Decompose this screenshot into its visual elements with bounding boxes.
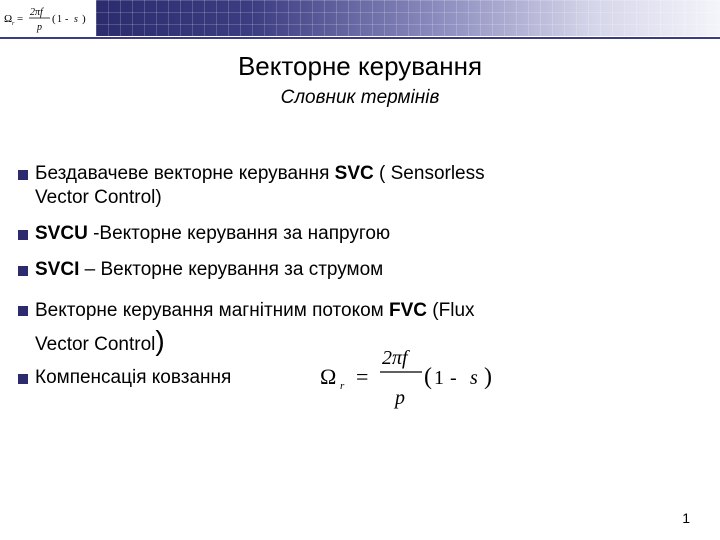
- header-divider: [0, 37, 720, 39]
- term-abbreviation: SVC: [334, 163, 374, 184]
- page-number: 1: [682, 510, 690, 526]
- list-item: [18, 162, 618, 210]
- bullet-text: ( Sensorless: [373, 163, 485, 184]
- bullet-text: Компенсація ковзання: [35, 367, 232, 388]
- mini-formula-numerator: 2πf: [30, 7, 43, 18]
- mini-formula-close-paren: ): [82, 13, 86, 25]
- slide-subtitle: Словник термінів: [280, 87, 440, 108]
- bullet-text-continuation: Vector Control): [35, 187, 162, 208]
- formula-one: 1: [434, 367, 444, 389]
- formula-equals: =: [356, 364, 369, 389]
- formula-lhs: Ω: [320, 364, 337, 389]
- mini-formula-lhs: Ω: [4, 13, 13, 25]
- formula-lhs-subscript: r: [340, 380, 345, 392]
- bullet-text: (Flux: [427, 300, 475, 321]
- mini-formula-s: s: [74, 14, 78, 25]
- formula-denominator: p: [395, 387, 405, 409]
- square-bullet-icon: [18, 374, 28, 384]
- square-bullet-icon: [18, 230, 28, 240]
- mini-formula-open-paren: (: [52, 13, 56, 25]
- formula-close-paren: ): [484, 364, 492, 390]
- square-bullet-icon: [18, 306, 28, 316]
- closing-parenthesis: ): [155, 325, 165, 356]
- header-formula-thumbnail: [2, 2, 94, 36]
- mini-formula-equals: =: [17, 13, 24, 25]
- list-item: [18, 222, 618, 246]
- header-checker-pattern: [96, 0, 720, 36]
- formula-numerator: 2πf: [382, 347, 408, 369]
- bullet-text: Бездавачеве векторне керування: [35, 163, 335, 184]
- term-abbreviation: FVC: [389, 300, 428, 321]
- formula-open-paren: (: [424, 364, 432, 390]
- mini-formula-one: 1: [57, 14, 62, 25]
- formula-s: s: [470, 367, 478, 389]
- formula-minus: -: [450, 367, 457, 389]
- bullet-text-continuation: Vector Control: [35, 334, 156, 355]
- header-band: [0, 0, 720, 40]
- square-bullet-icon: [18, 266, 28, 276]
- term-abbreviation: SVCU: [35, 223, 88, 244]
- bullet-text: -Векторне керування за напругою: [87, 223, 391, 244]
- slide-title: Векторне керування: [237, 51, 483, 81]
- bullet-text: Векторне керування магнітним потоком: [35, 300, 390, 321]
- mini-formula-minus: -: [65, 14, 69, 25]
- term-abbreviation: SVCI: [35, 259, 80, 280]
- mini-formula-lhs-subscript: r: [12, 21, 15, 27]
- bullet-text: – Векторне керування за струмом: [79, 259, 384, 280]
- list-item: [18, 258, 618, 282]
- mini-formula-denominator: p: [37, 22, 42, 33]
- square-bullet-icon: [18, 170, 28, 180]
- slip-compensation-formula: [318, 342, 498, 412]
